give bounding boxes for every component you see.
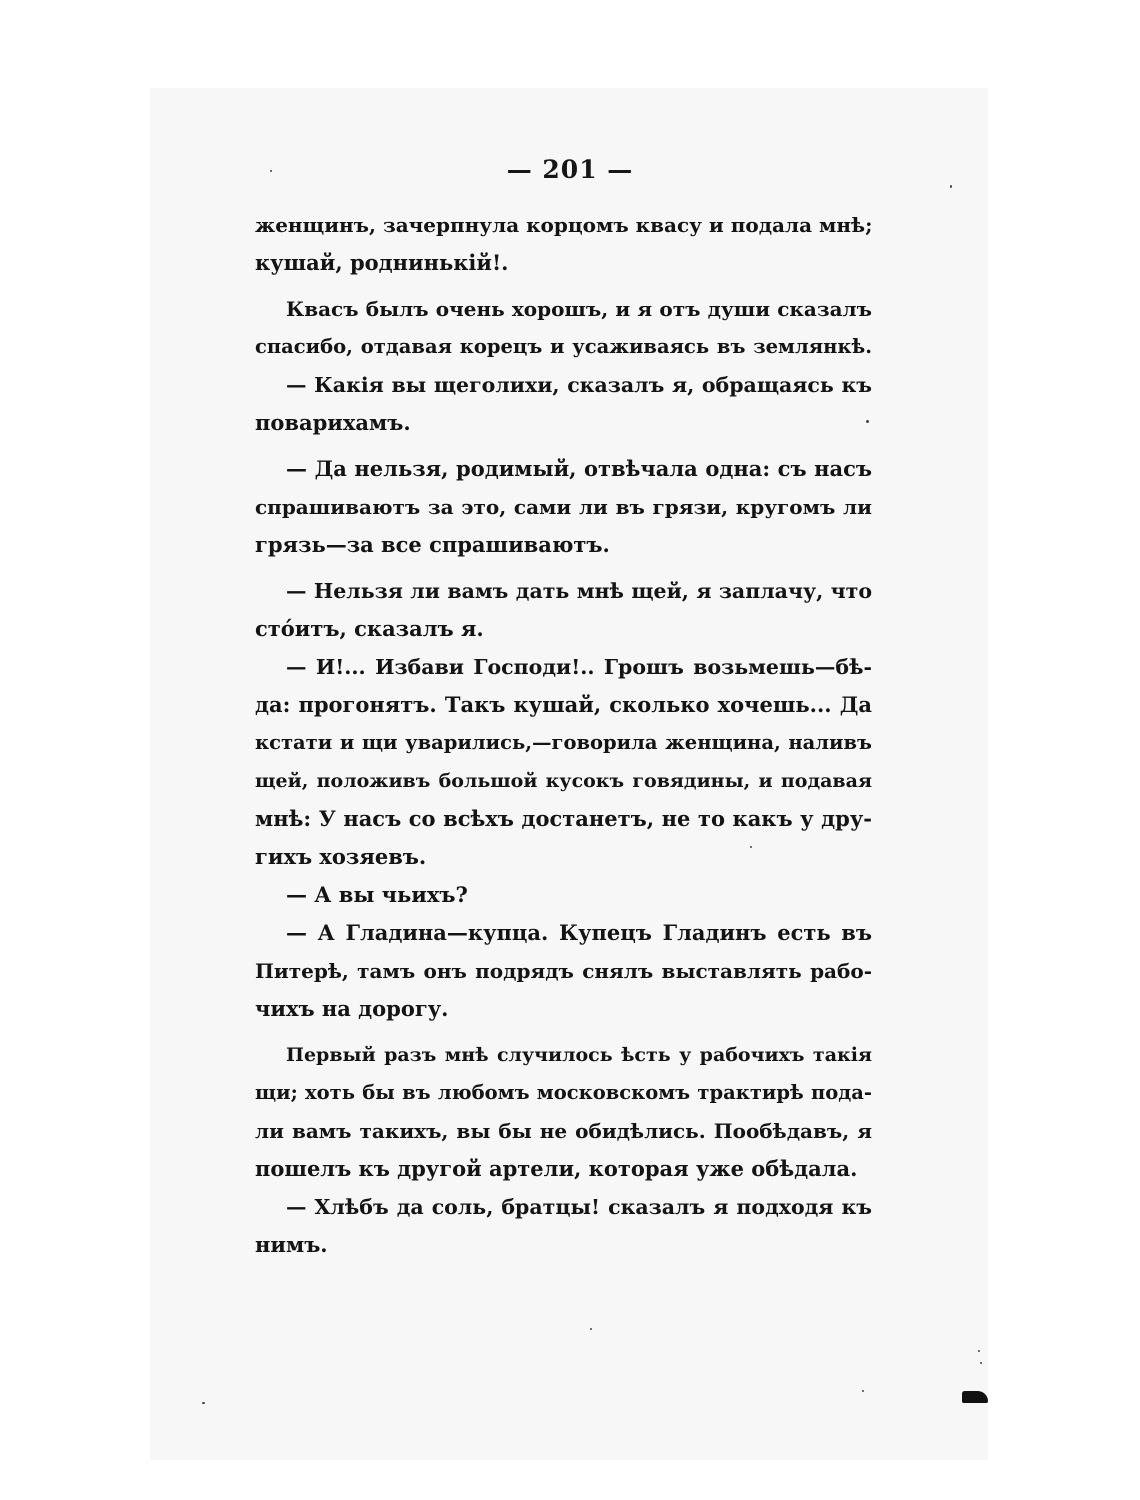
text-line: — И!... Избави Господи!.. Грошъ возьмешь—бѣ-: [286, 655, 872, 679]
text-line: женщинъ, зачерпнула корцомъ квасу и подала мнѣ;: [255, 213, 872, 237]
text-line: кушай, роднинькій!.: [255, 250, 509, 275]
text-line: — Да нельзя, родимый, отвѣчала одна: съ насъ: [286, 456, 872, 481]
text-line: да: прогонятъ. Такъ кушай, сколько хочешь... Да: [255, 692, 872, 717]
text-line: — Нельзя ли вамъ дать мнѣ щей, я заплачу, что: [286, 579, 872, 603]
text-line: пошелъ къ другой артели, которая уже обѣдала.: [255, 1156, 858, 1181]
print-speck: [202, 1402, 205, 1404]
print-speck: [978, 1350, 980, 1352]
print-speck: [950, 185, 952, 188]
print-speck: [750, 846, 752, 848]
body-text: [255, 206, 872, 1264]
text-line: грязь—за все спрашиваютъ.: [255, 532, 610, 557]
text-line: Первый разъ мнѣ случилось ѣсть у рабочихъ такія: [286, 1044, 872, 1066]
print-speck: [270, 170, 272, 172]
text-line: гихъ хозяевъ.: [255, 844, 427, 869]
text-line: спасибо, отдавая корецъ и усаживаясь въ землянкѣ.: [255, 335, 872, 358]
print-speck: [590, 1328, 592, 1330]
print-speck: [866, 420, 869, 423]
text-line: ли вамъ такихъ, вы бы не обидѣлись. Пообѣдавъ, я: [255, 1119, 872, 1143]
text-line: спрашиваютъ за это, сами ли въ грязи, кругомъ ли: [255, 495, 872, 519]
text-line: Квасъ былъ очень хорошъ, и я отъ души сказалъ: [286, 297, 872, 321]
text-line: нимъ.: [255, 1232, 328, 1257]
corner-ink-mark: [962, 1391, 988, 1403]
text-line: чихъ на дорогу.: [255, 996, 449, 1021]
print-speck: [980, 1362, 982, 1364]
text-line: — Хлѣбъ да соль, братцы! сказалъ я подходя къ: [286, 1195, 872, 1219]
text-line: — А вы чьихъ?: [286, 882, 468, 907]
text-line: щи; хоть бы въ любомъ московскомъ трактирѣ пода-: [255, 1081, 872, 1104]
text-line: — А Гладина—купца. Купецъ Гладинъ есть въ: [286, 920, 872, 945]
text-line: мнѣ: У насъ со всѣхъ достанетъ, не то какъ у дру-: [255, 806, 872, 831]
text-line: Питерѣ, тамъ онъ подрядъ снялъ выставлять рабо-: [255, 959, 872, 983]
page-number: — 201 —: [506, 155, 634, 184]
text-line: поварихамъ.: [255, 410, 411, 435]
text-line: кстати и щи уварились,—говорила женщина, наливъ: [255, 731, 872, 754]
print-speck: [862, 1390, 864, 1392]
text-line: — Какія вы щеголихи, сказалъ я, обращаясь къ: [286, 373, 872, 397]
text-line: стóитъ, сказалъ я.: [255, 616, 484, 641]
text-line: щей, положивъ большой кусокъ говядины, и подавая: [255, 770, 872, 792]
